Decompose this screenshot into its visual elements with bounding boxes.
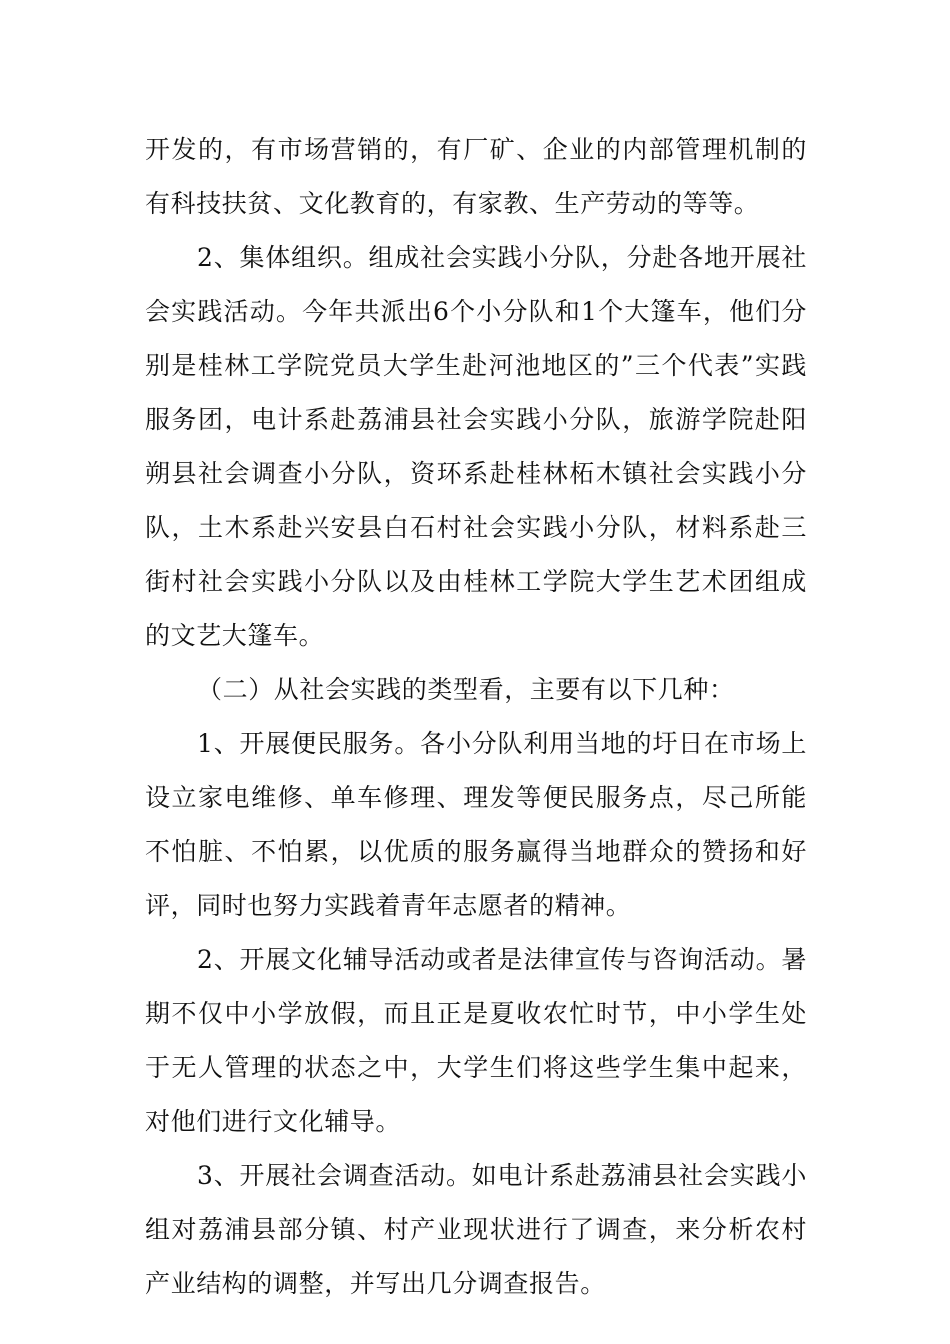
paragraph-continuation: 开发的，有市场营销的，有厂矿、企业的内部管理机制的有科技扶贫、文化教育的，有家教、生产劳动的等等。 bbox=[145, 135, 807, 218]
paragraph-convenience-service: 1、开展便民服务。各小分队利用当地的圩日在市场上设立家电维修、单车修理、理发等便民服务点，尽己所能不怕脏、不怕累，以优质的服务赢得当地群众的赞扬和好评，同时也努力实践着青年志愿者的精神。 bbox=[145, 729, 807, 920]
section-heading-practice-types: （二）从社会实践的类型看，主要有以下几种： bbox=[197, 675, 735, 704]
paragraph-collective-organization: 2、集体组织。组成社会实践小分队，分赴各地开展社会实践活动。今年共派出6个小分队和1个大篷车，他们分别是桂林工学院党员大学生赴河池地区的”三个代表”实践服务团，电计系赴荔浦县社会实践小分队，旅游学院赴阳朔县社会调查小分队，资环系赴桂林柘木镇社会实践小分队，土木系赴兴安县白石村社会实践小分队，材料系赴三街村社会实践小分队以及由桂林工学院大学生艺术团组成的文艺大篷车。 bbox=[145, 243, 807, 650]
paragraph-cultural-tutoring: 2、开展文化辅导活动或者是法律宣传与咨询活动。暑期不仅中小学放假，而且正是夏收农忙时节，中小学生处于无人管理的状态之中，大学生们将这些学生集中起来，对他们进行文化辅导。 bbox=[145, 945, 807, 1136]
document-body bbox=[145, 123, 807, 1311]
paragraph-social-survey: 3、开展社会调查活动。如电计系赴荔浦县社会实践小组对荔浦县部分镇、村产业现状进行了调查，来分析农村产业结构的调整，并写出几分调查报告。 bbox=[145, 1161, 807, 1298]
